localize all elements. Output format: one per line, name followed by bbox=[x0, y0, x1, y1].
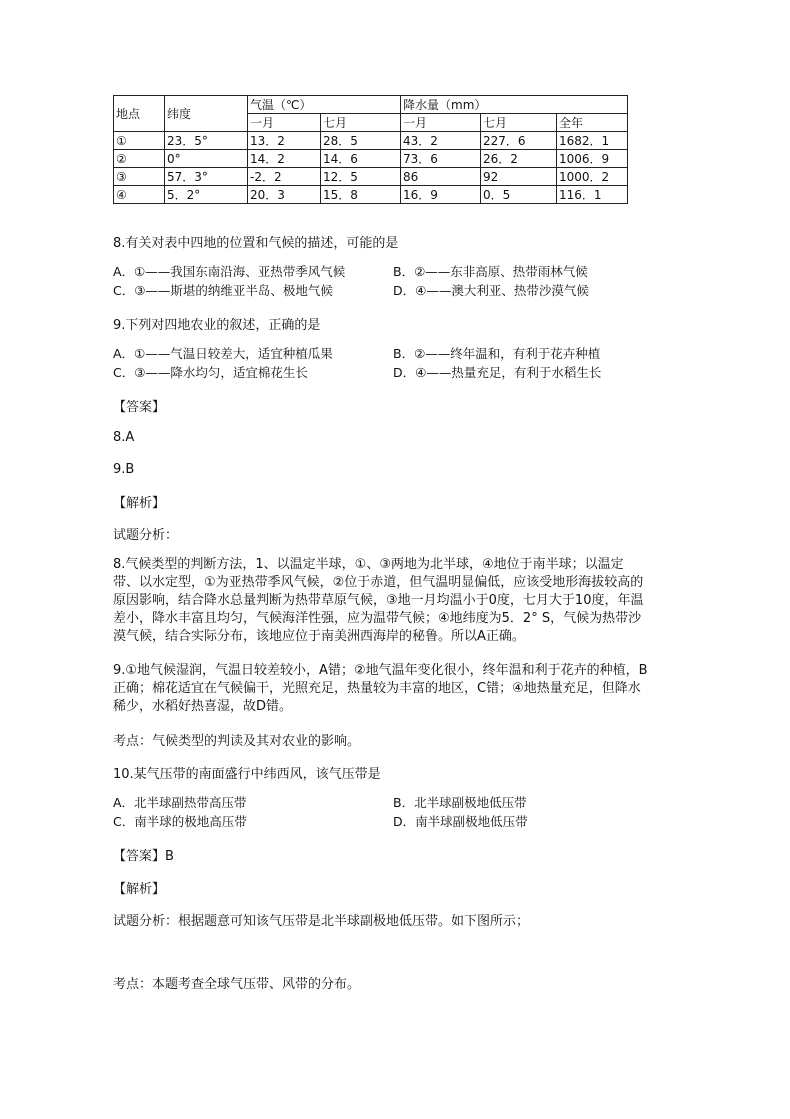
table-cell: ③ bbox=[114, 168, 165, 186]
analysis-heading-2: 【解析】 bbox=[113, 882, 166, 897]
table-cell: 1682．1 bbox=[557, 132, 628, 150]
answer-heading: 【答案】 bbox=[113, 400, 166, 415]
table-cell: -2．2 bbox=[248, 168, 321, 186]
answer-9: 9.B bbox=[113, 462, 135, 477]
table-header-row bbox=[114, 96, 628, 114]
question-8-option-d: D．④——澳大利亚、热带沙漠气候 bbox=[393, 283, 589, 298]
question-8-option-b: B．②——东非高原、热带雨林气候 bbox=[393, 264, 588, 279]
table-cell: 227．6 bbox=[481, 132, 557, 150]
header-temp-jul: 七月 bbox=[321, 114, 401, 132]
analysis-intro: 试题分析： bbox=[113, 528, 179, 543]
table-cell: 86 bbox=[401, 168, 481, 186]
table-cell: 14．6 bbox=[321, 150, 401, 168]
question-9-option-d: D．④——热量充足，有利于水稻生长 bbox=[393, 365, 602, 380]
question-10-option-b: B．北半球副极地低压带 bbox=[393, 795, 527, 810]
header-precip-jul: 七月 bbox=[481, 114, 557, 132]
header-latitude: 纬度 bbox=[165, 96, 248, 132]
question-8-stem: 8.有关对表中四地的位置和气候的描述，可能的是 bbox=[113, 236, 399, 251]
answer-10: 【答案】B bbox=[113, 849, 174, 864]
table-cell: 13．2 bbox=[248, 132, 321, 150]
question-8-option-c: C．③——斯堪的纳维亚半岛、极地气候 bbox=[113, 283, 333, 298]
header-location: 地点 bbox=[114, 96, 165, 132]
table-cell: 92 bbox=[481, 168, 557, 186]
table-cell: 12．5 bbox=[321, 168, 401, 186]
question-9-option-c: C．③——降水均匀，适宜棉花生长 bbox=[113, 365, 308, 380]
table-cell: 0° bbox=[165, 150, 248, 168]
explanation-9: 9.①地气候湿润，气温日较差较小，A错；②地气温年变化很小，终年温和利于花卉的种植，B正确；棉花适宜在气候偏干，光照充足，热量较为丰富的地区，C错；④地热量充足，但降水稀少，水稻好热喜湿，故D错。 bbox=[113, 663, 648, 714]
answer-8: 8.A bbox=[113, 430, 135, 445]
question-10-option-d: D．南半球副极地低压带 bbox=[393, 814, 528, 829]
kaodian-1: 考点：气候类型的判读及其对农业的影响。 bbox=[113, 734, 361, 749]
explanation-10: 试题分析：根据题意可知该气压带是北半球副极地低压带。如下图所示； bbox=[113, 914, 530, 929]
table-cell: ① bbox=[114, 132, 165, 150]
question-10-option-c: C．南半球的极地高压带 bbox=[113, 814, 247, 829]
table-cell: 23．5° bbox=[165, 132, 248, 150]
table-cell: 14．2 bbox=[248, 150, 321, 168]
analysis-heading: 【解析】 bbox=[113, 496, 166, 511]
table-cell: 73．6 bbox=[401, 150, 481, 168]
table-cell: ② bbox=[114, 150, 165, 168]
table-cell: 0．5 bbox=[481, 186, 557, 204]
question-8-option-a: A．①——我国东南沿海、亚热带季风气候 bbox=[113, 264, 346, 279]
header-temperature: 气温（℃） bbox=[248, 96, 401, 114]
question-9-stem: 9.下列对四地农业的叙述，正确的是 bbox=[113, 318, 321, 333]
climate-data-table bbox=[113, 95, 628, 204]
explanation-8: 8.气候类型的判断方法，1、以温定半球，①、③两地为北半球，④地位于南半球；以温定带、以水定型，①为亚热带季风气候，②位于赤道，但气温明显偏低，应该受地形海拔较高的原因影响，结合降水总量判断为热带草原气候，③地一月均温小于0度，七月大于10度，年温差小，降水丰富且均匀，气候海洋性强，应为温带气候；④地纬度为5．2° S，气候为热带沙漠气候，结合实际分布，该地应位于南美洲西海岸的秘鲁。所以A正确。 bbox=[113, 557, 644, 644]
table-cell: 26．2 bbox=[481, 150, 557, 168]
table-cell: 16．9 bbox=[401, 186, 481, 204]
table-cell: 1006．9 bbox=[557, 150, 628, 168]
table-row bbox=[114, 168, 628, 186]
table-row bbox=[114, 132, 628, 150]
table-row bbox=[114, 150, 628, 168]
table-cell: 57．3° bbox=[165, 168, 248, 186]
header-precip-jan: 一月 bbox=[401, 114, 481, 132]
table-cell: ④ bbox=[114, 186, 165, 204]
table-cell: 15．8 bbox=[321, 186, 401, 204]
kaodian-2: 考点：本题考查全球气压带、风带的分布。 bbox=[113, 977, 361, 992]
question-9-option-a: A．①——气温日较差大，适宜种植瓜果 bbox=[113, 346, 333, 361]
header-precipitation: 降水量（mm） bbox=[401, 96, 628, 114]
question-9-option-b: B．②——终年温和，有利于花卉种植 bbox=[393, 346, 601, 361]
table-row bbox=[114, 186, 628, 204]
table-cell: 1000．2 bbox=[557, 168, 628, 186]
header-temp-jan: 一月 bbox=[248, 114, 321, 132]
question-10-option-a: A．北半球副热带高压带 bbox=[113, 795, 247, 810]
table-cell: 20．3 bbox=[248, 186, 321, 204]
table-cell: 5．2° bbox=[165, 186, 248, 204]
table-cell: 116．1 bbox=[557, 186, 628, 204]
table-cell: 28．5 bbox=[321, 132, 401, 150]
header-precip-annual: 全年 bbox=[557, 114, 628, 132]
question-10-stem: 10.某气压带的南面盛行中纬西风，该气压带是 bbox=[113, 767, 381, 782]
table-cell: 43．2 bbox=[401, 132, 481, 150]
